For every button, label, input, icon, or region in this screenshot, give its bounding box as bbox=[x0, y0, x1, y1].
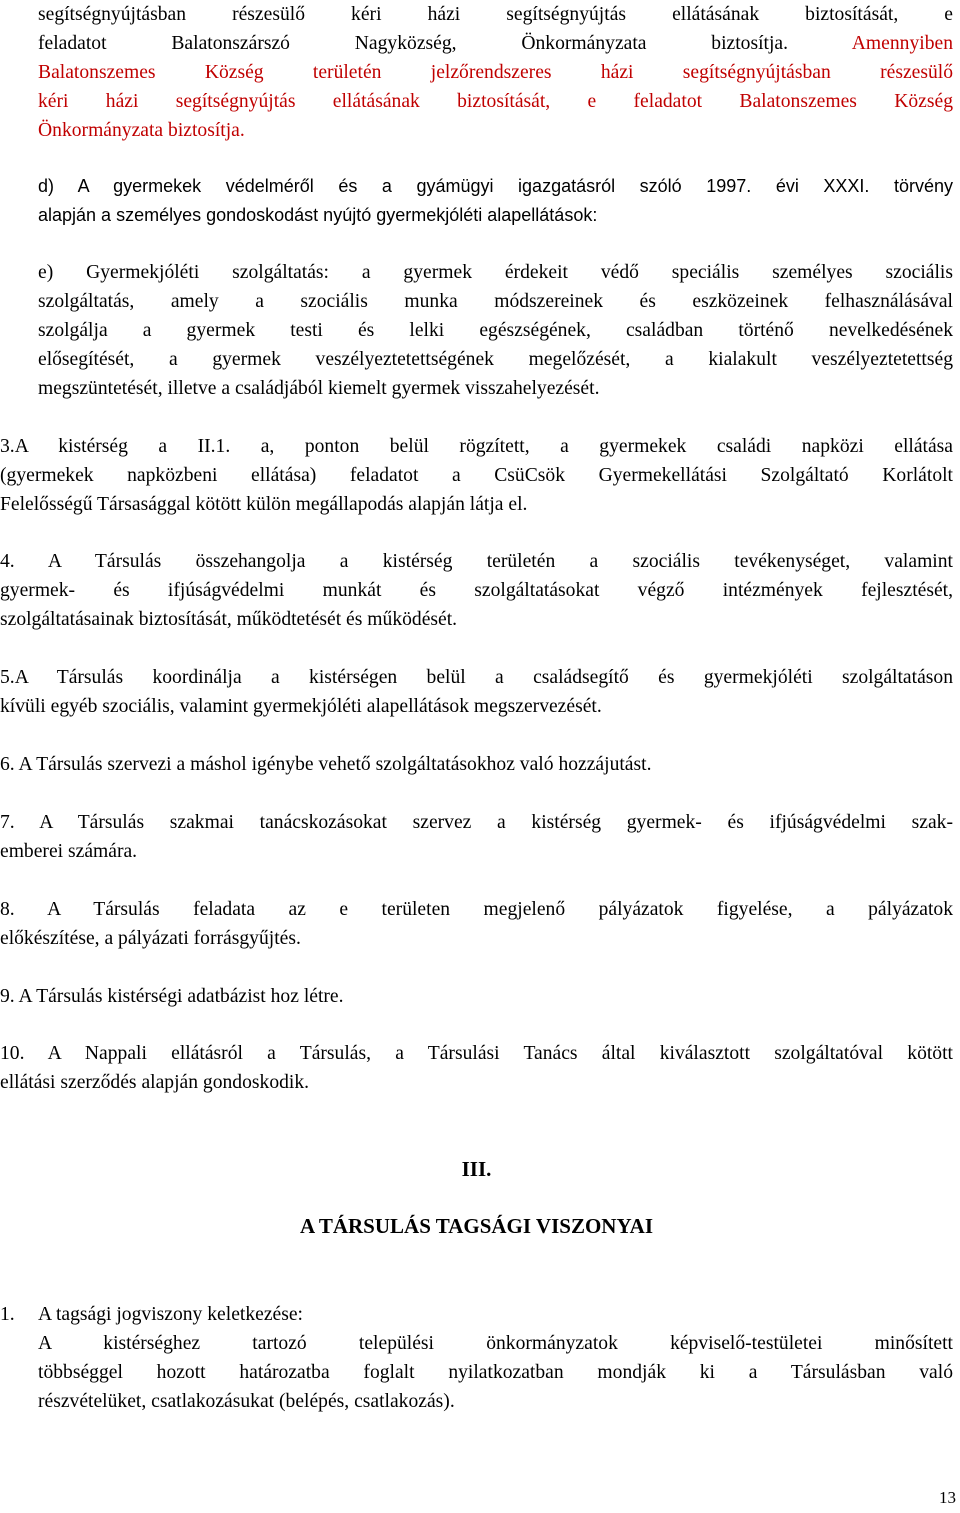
text-line: Felelősségű Társasággal kötött külön megállapodás alapján látja el. bbox=[0, 494, 528, 515]
text-line: többséggel hozott határozatba foglalt nyilatkozatban mondják ki a Társulásban való bbox=[38, 1362, 953, 1383]
highlighted-text: Amennyiben bbox=[851, 33, 953, 54]
text-line: emberei számára. bbox=[0, 841, 138, 862]
section-title: A TÁRSULÁS TAGSÁGI VISZONYAI bbox=[299, 1214, 654, 1238]
text-line: 7. A Társulás szakmai tanácskozásokat szervez a kistérség gyermek- és ifjúságvédelmi szak- bbox=[0, 812, 953, 833]
text-line: d) A gyermekek védelméről és a gyámügyi igazgatásról szóló 1997. évi XXXI. törvény bbox=[38, 176, 953, 196]
text-line: 6. A Társulás szervezi a máshol igénybe vehető szolgáltatásokhoz való hozzájutást. bbox=[0, 754, 652, 775]
paragraph-10 bbox=[0, 1039, 953, 1097]
text-line: részvételüket, csatlakozásukat (belépés, csatlakozás). bbox=[38, 1391, 455, 1412]
text-line: ellátási szerződés alapján gondoskodik. bbox=[0, 1072, 310, 1093]
text-line: alapján a személyes gondoskodást nyújtó gyermekjóléti alapellátások: bbox=[38, 205, 598, 225]
item-heading: A tagsági jogviszony keletkezése: bbox=[38, 1304, 303, 1325]
text-line: 5.A Társulás koordinálja a kistérségen belül a családsegítő és gyermekjóléti szolgáltatáson bbox=[0, 667, 953, 688]
text-line: elősegítését, a gyermek veszélyeztetettségének megelőzését, a kialakult veszélyeztetettség bbox=[38, 349, 953, 370]
paragraph-7 bbox=[0, 808, 953, 866]
text-line: 8. A Társulás feladata az e területen megjelenő pályázatok figyelése, a pályázatok bbox=[0, 899, 953, 920]
item-body bbox=[38, 1329, 953, 1416]
paragraph-d bbox=[38, 172, 953, 230]
text-line: 4. A Társulás összehangolja a kistérség területén a szociális tevékenységet, valamint bbox=[0, 551, 953, 572]
paragraph-6 bbox=[0, 750, 953, 779]
page-number: 13 bbox=[939, 1488, 956, 1507]
text-line: előkészítése, a pályázati forrásgyűjtés. bbox=[0, 928, 301, 949]
item-number: 1. bbox=[0, 1304, 15, 1325]
text-line: szolgáltatásainak biztosítását, működtetését és működését. bbox=[0, 609, 458, 630]
paragraph-e bbox=[38, 258, 953, 403]
text-line: segítségnyújtásban részesülő kéri házi segítségnyújtás ellátásának biztosítását, e bbox=[38, 4, 953, 25]
text-line: 9. A Társulás kistérségi adatbázist hoz létre. bbox=[0, 986, 344, 1007]
section-number: III. bbox=[461, 1157, 492, 1181]
text-line: e) Gyermekjóléti szolgáltatás: a gyermek érdekeit védő speciális személyes szociális bbox=[38, 262, 953, 283]
paragraph-intro bbox=[38, 0, 953, 145]
paragraph-4 bbox=[0, 547, 953, 634]
text-line: szolgáltatás, amely a szociális munka módszereinek és eszközeinek felhasználásával bbox=[38, 291, 953, 312]
highlighted-line: kéri házi segítségnyújtás ellátásának biztosítását, e feladatot Balatonszemes Község bbox=[38, 91, 953, 112]
text-line: szolgálja a gyermek testi és lelki egészségének, családban történő nevelkedésének bbox=[38, 320, 953, 341]
text-line-mixed bbox=[38, 29, 953, 58]
paragraph-8 bbox=[0, 895, 953, 953]
text-segment: feladatot Balatonszárszó Nagyközség, Önkormányzata biztosítja. bbox=[38, 33, 789, 54]
text-line: A kistérséghez tartozó települési önkormányzatok képviselő-testületei minősített bbox=[38, 1333, 953, 1354]
highlighted-line: Önkormányzata biztosítja. bbox=[38, 120, 245, 141]
text-line: kívüli egyéb szociális, valamint gyermekjóléti alapellátások megszervezését. bbox=[0, 696, 602, 717]
text-line: (gyermekek napközbeni ellátása) feladatot a CsüCsök Gyermekellátási Szolgáltató Korlátolt bbox=[0, 465, 953, 486]
highlighted-line: Balatonszemes Község területén jelzőrendszeres házi segítségnyújtásban részesülő bbox=[38, 62, 953, 83]
text-line: 3.A kistérség a II.1. a, ponton belül rögzített, a gyermekek családi napközi ellátása bbox=[0, 436, 953, 457]
text-line: 10. A Nappali ellátásról a Társulás, a Társulási Tanács által kiválasztott szolgáltatóval kötött bbox=[0, 1043, 953, 1064]
text-line: megszüntetését, illetve a családjából kiemelt gyermek visszahelyezését. bbox=[38, 378, 600, 399]
paragraph-5 bbox=[0, 663, 953, 721]
paragraph-3 bbox=[0, 432, 953, 519]
membership-item bbox=[0, 1300, 953, 1416]
paragraph-9 bbox=[0, 982, 953, 1011]
text-line: gyermek- és ifjúságvédelmi munkát és szolgáltatásokat végző intézmények fejlesztését, bbox=[0, 580, 953, 601]
